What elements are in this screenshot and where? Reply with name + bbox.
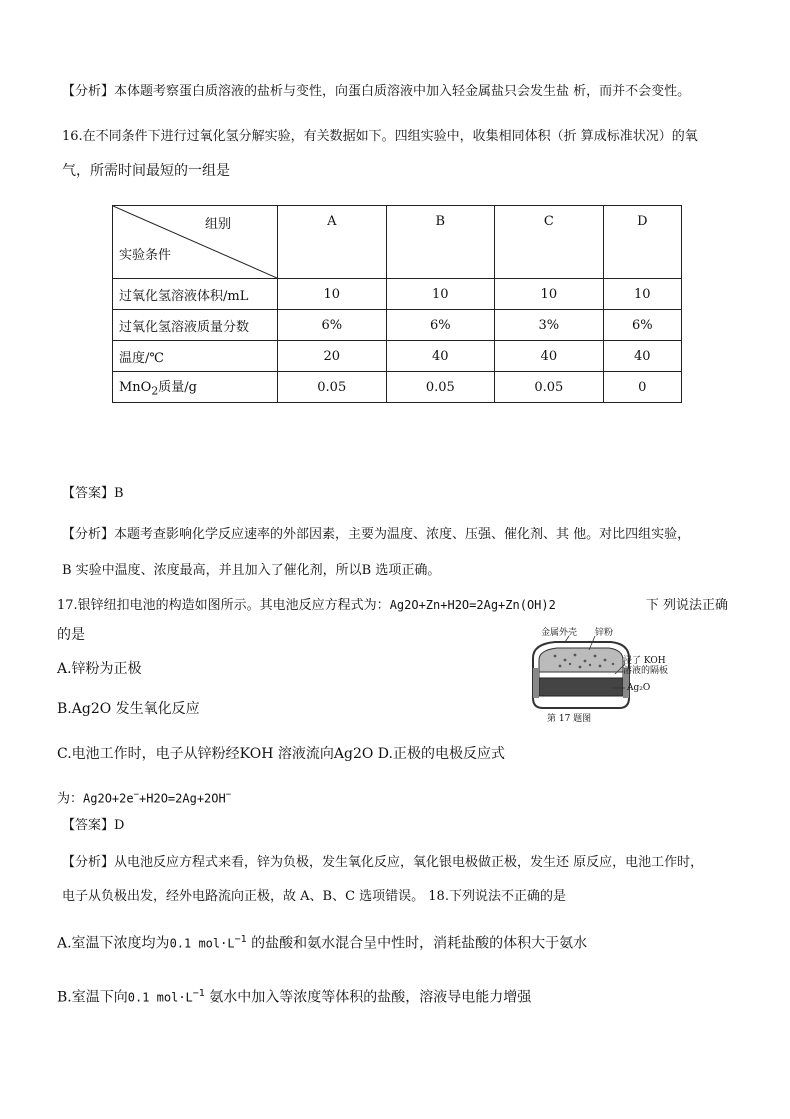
opt-18b-sup: −1 xyxy=(192,988,205,999)
row-label: 过氧化氢溶液质量分数 xyxy=(113,310,278,341)
row-label-mno2 xyxy=(113,372,278,403)
analysis-17-line-2: 电子从负极出发，经外电路流向正极，故 A、B、C 选项错误。 18.下列说法不正确的是 xyxy=(62,889,566,904)
opt-18a-conc: 0.1 mol·L xyxy=(169,936,235,951)
table-cell: 6% xyxy=(278,310,387,341)
button-cell-drawing xyxy=(525,628,645,724)
table-cell: 6% xyxy=(603,310,681,341)
table-row xyxy=(113,279,682,310)
column-header-b: B xyxy=(386,206,495,279)
row-label: 过氧化氢溶液体积/mL xyxy=(113,279,278,310)
column-header-d: D xyxy=(603,206,681,279)
mno2-prefix: MnO xyxy=(119,380,152,396)
question-17-line-2: 的是 xyxy=(57,627,85,643)
option-17-a: A.锌粉为正极 xyxy=(57,661,142,677)
opt-18a-text: A.室温下浓度均为 xyxy=(57,935,170,952)
figure-label-ag2o: Ag₂O xyxy=(627,683,651,693)
opt-d-prefix: 为： xyxy=(57,791,84,807)
option-17-c-d xyxy=(57,746,505,762)
table-row xyxy=(113,341,682,372)
answer-16: 【答案】B xyxy=(62,486,124,501)
answer-17: 【答案】D xyxy=(62,818,125,833)
opt-18b-text-end: 氨水中加入等浓度等体积的盐酸，溶液导电能力增强 xyxy=(204,989,532,1006)
figure-label-koh-1: 浸了 KOH xyxy=(623,656,666,666)
table-row xyxy=(113,310,682,341)
q17-text: 17.银锌纽扣电池的构造如图所示。其电池反应方程式为： xyxy=(57,598,390,613)
option-18-a xyxy=(57,932,587,952)
column-header-a: A xyxy=(278,206,387,279)
question-16-line-2: 气，所需时间最短的一组是 xyxy=(62,163,230,179)
opt-d-eq-2: +H2O=2Ag+2OH xyxy=(139,791,226,806)
opt-d-sup-2: − xyxy=(225,790,232,800)
opt-d-eq-1: Ag2O+2e xyxy=(83,791,134,806)
opt-d-intro: D.正极的电极反应式 xyxy=(373,746,505,762)
figure-label-koh-2: 溶液的隔板 xyxy=(623,666,669,676)
figure-label-shell: 金属外壳 xyxy=(541,628,578,638)
table-cell: 6% xyxy=(386,310,495,341)
mno2-suffix: 质量/g xyxy=(158,380,197,396)
opt-b-prefix: B. xyxy=(57,701,72,717)
q17-equation: Ag2O+Zn+H2O=2Ag+Zn(OH)2 xyxy=(389,598,556,612)
header-condition: 实验条件 xyxy=(119,248,172,263)
opt-18a-sup: −1 xyxy=(234,934,247,945)
table-cell: 10 xyxy=(495,279,604,310)
analysis-15: 【分析】本体题考察蛋白质溶液的盐析与变性，向蛋白质溶液中加入轻金属盐只会发生盐 析，而并不会变性。 xyxy=(62,84,691,99)
table-cell: 10 xyxy=(278,279,387,310)
opt-18b-text: B.室温下向 xyxy=(57,989,128,1006)
opt-d-sup-1: − xyxy=(133,790,140,800)
analysis-16-line-2: B 实验中温度、浓度最高，并且加入了催化剂，所以B 选项正确。 xyxy=(62,563,441,578)
table-cell: 10 xyxy=(603,279,681,310)
opt-18b-conc: 0.1 mol·L xyxy=(127,990,193,1005)
figure-caption: 第 17 题图 xyxy=(547,714,592,724)
table-cell: 3% xyxy=(495,310,604,341)
mno2-subscript: 2 xyxy=(151,384,159,398)
table-cell: 40 xyxy=(495,341,604,372)
table-cell: 20 xyxy=(278,341,387,372)
opt-18a-text-end: 的盐酸和氨水混合呈中性时，消耗盐酸的体积大于氨水 xyxy=(246,935,588,952)
table-cell: 0.05 xyxy=(386,372,495,403)
table-cell: 0.05 xyxy=(495,372,604,403)
opt-b-chem: Ag2O xyxy=(71,701,112,717)
table-header-corner xyxy=(113,206,278,279)
question-16-line-1: 16.在不同条件下进行过氧化氢分解实验，有关数据如下。四组实验中，收集相同体积（折 算成标准状况）的氧 xyxy=(62,129,698,144)
option-18-b xyxy=(57,986,531,1006)
option-17-d-equation xyxy=(57,787,231,807)
table-cell: 0.05 xyxy=(278,372,387,403)
column-header-c: C xyxy=(495,206,604,279)
question-17-line-1 xyxy=(57,597,728,614)
header-group: 组别 xyxy=(205,217,232,232)
experiment-table xyxy=(112,205,682,403)
table-row xyxy=(113,372,682,403)
option-17-b xyxy=(57,701,200,717)
table-cell: 10 xyxy=(386,279,495,310)
opt-c-text: C.电池工作时，电子从锌粉经KOH 溶液流向 xyxy=(57,746,334,762)
table-cell: 40 xyxy=(386,341,495,372)
table-cell: 40 xyxy=(603,341,681,372)
q17-text-end: 下 列说法正确 xyxy=(645,598,728,613)
analysis-17-line-1: 【分析】从电池反应方程式来看，锌为负极，发生氧化反应，氧化银电极做正极，发生还 原反应，电池工作时， xyxy=(62,855,704,870)
row-label: 温度/℃ xyxy=(113,341,278,372)
battery-figure xyxy=(525,628,669,724)
opt-c-chem: Ag2O xyxy=(333,746,374,762)
diagonal-line xyxy=(113,206,277,278)
analysis-16-line-1: 【分析】本题考查影响化学反应速率的外部因素，主要为温度、浓度、压强、催化剂、其 他。对比四组实验， xyxy=(62,527,691,542)
opt-b-text: 发生氧化反应 xyxy=(111,701,200,717)
figure-label-zinc: 锌粉 xyxy=(595,628,614,638)
table-cell: 0 xyxy=(603,372,681,403)
